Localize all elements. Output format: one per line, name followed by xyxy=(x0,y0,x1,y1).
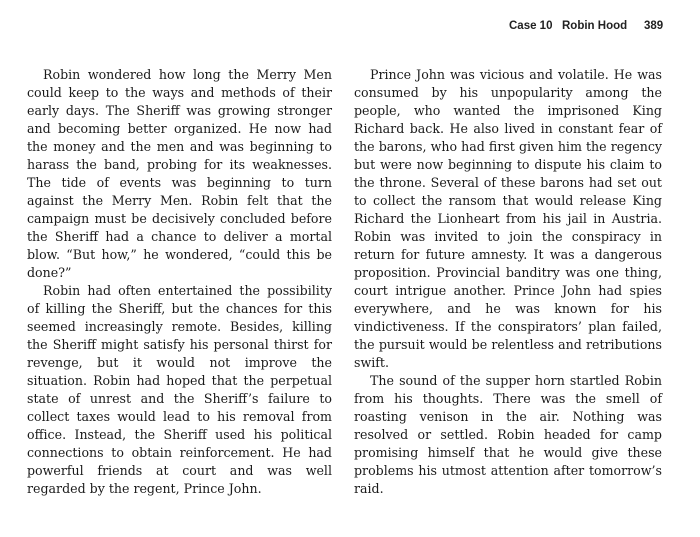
paragraph: Robin wondered how long the Merry Men could keep to the ways and methods of their early days. The Sheriff was growing stronger and becoming better organized. He now had the money and the men and was beginning to harass the band, probing for its weaknesses. The tide of events was beginning to turn against the Merry Men. Robin felt that the campaign must be decisively concluded before the Sheriff had a chance to deliver a mortal blow. “But how,” he wondered, “could this be done?” xyxy=(27,67,332,280)
case-label: Case 10 xyxy=(509,20,553,32)
left-column xyxy=(27,66,332,498)
right-column xyxy=(354,66,662,498)
paragraph: Robin had often entertained the possibility of killing the Sheriff, but the chances for this seemed increasingly remote. Besides, killing the Sheriff might satisfy his personal thirst for revenge, but it would not improve the situation. Robin had hoped that the perpetual state of unrest and the Sheriff’s failure to collect taxes would lead to his removal from office. Instead, the Sheriff used his political connections to obtain reinforcement. He had powerful friends at court and was well regarded by the regent, Prince John. xyxy=(27,283,332,496)
paragraph: Prince John was vicious and volatile. He was consumed by his unpopularity among the people, who wanted the imprisoned King Richard back. He also lived in constant fear of the barons, who had first given him the regency but were now beginning to dispute his claim to the throne. Several of these barons had set out to collect the ransom that would release King Richard the Lionheart from his jail in Austria. Robin was invited to join the conspiracy in return for future amnesty. It was a dangerous proposition. Provincial banditry was one thing, court intrigue another. Prince John had spies everywhere, and he was known for his vindictiveness. If the conspirators’ plan failed, the pursuit would be relentless and retributions swift. xyxy=(354,67,662,370)
page-number: 389 xyxy=(644,20,664,32)
paragraph: The sound of the supper horn startled Robin from his thoughts. There was the smell of roasting venison in the air. Nothing was resolved or settled. Robin headed for camp promising himself that he would give these problems his utmost attention after tomorrow’s raid. xyxy=(354,373,662,496)
chapter-title: Robin Hood xyxy=(562,20,628,32)
running-header xyxy=(0,16,700,38)
